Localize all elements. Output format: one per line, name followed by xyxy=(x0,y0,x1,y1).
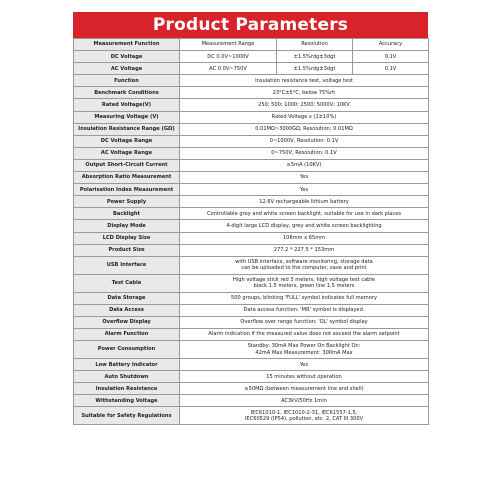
page-title: Product Parameters xyxy=(73,12,428,38)
row-value xyxy=(180,407,429,425)
row-value xyxy=(180,256,429,274)
resolution-cell: ±1.5%rdg±3dgt xyxy=(277,51,353,63)
row-label: AC Voltage xyxy=(74,63,180,75)
resolution-cell: ±1.5%rdg±3dgt xyxy=(277,63,353,75)
spec-row xyxy=(74,99,429,111)
row-label: Alarm Function xyxy=(74,328,180,340)
accuracy-cell: 0.1V xyxy=(353,63,429,75)
measure-row xyxy=(74,63,429,75)
spec-row xyxy=(74,341,429,359)
row-value: Overflow over range function: 'OL' symbol display xyxy=(180,316,429,328)
row-label: Benchmark Conditions xyxy=(74,87,180,99)
spec-row xyxy=(74,395,429,407)
row-label: USB Interface xyxy=(74,256,180,274)
row-label: DC Voltage Range xyxy=(74,135,180,147)
row-value-line-2: IEC60529 (IP54), pollution, etc. 2, CAT III 300V xyxy=(244,415,364,422)
row-value: 277.2 * 227.5 * 153mm xyxy=(180,244,429,256)
table-header-row xyxy=(74,39,429,51)
row-label: Overflow Display xyxy=(74,316,180,328)
row-value-line-2: black 1.5 meters, green line 1.5 meters xyxy=(253,283,355,290)
row-value-line-1: IEC61010-1, IEC1010-2-31, IEC61557-1,5, xyxy=(250,409,358,416)
spec-row xyxy=(74,123,429,135)
row-value: Rated Voltage x (1±10%) xyxy=(180,111,429,123)
row-value: 500 groups, blinking 'FULL' symbol indicates full memory xyxy=(180,292,429,304)
row-value xyxy=(180,341,429,359)
row-label: Backlight xyxy=(74,208,180,220)
spec-row xyxy=(74,371,429,383)
row-label: Measuring Voltage (V) xyxy=(74,111,180,123)
row-label: Output Short-Circuit Current xyxy=(74,159,180,171)
row-label: DC Voltage xyxy=(74,51,180,63)
row-label: Product Size xyxy=(74,244,180,256)
row-value: Controllable grey and white screen backlight, suitable for use in dark places xyxy=(180,208,429,220)
row-label: AC Voltage Range xyxy=(74,147,180,159)
row-value: Yes xyxy=(180,184,429,196)
row-value: Yes xyxy=(180,172,429,184)
row-label: Insulation Resistance Range (GΩ) xyxy=(74,123,180,135)
spec-row xyxy=(74,328,429,340)
row-value: ≥5mA (10KV) xyxy=(180,159,429,171)
spec-row xyxy=(74,87,429,99)
parameters-table xyxy=(73,38,429,425)
spec-row xyxy=(74,172,429,184)
header-resolution-cell: Resolution xyxy=(277,39,353,51)
parameters-table-body xyxy=(74,39,429,425)
header-range-cell: Measurement Range xyxy=(180,39,277,51)
row-label: Function xyxy=(74,75,180,87)
header-label-cell: Measurement Function xyxy=(74,39,180,51)
spec-row xyxy=(74,147,429,159)
row-value: 23°C±5°C, below 75%rh xyxy=(180,87,429,99)
row-label: Polarisation Index Measurement xyxy=(74,184,180,196)
range-cell: DC 0.0V~1000V xyxy=(180,51,277,63)
row-label: LCD Display Size xyxy=(74,232,180,244)
row-label: Rated Voltage(V) xyxy=(74,99,180,111)
row-label: Auto Shutdown xyxy=(74,371,180,383)
spec-row xyxy=(74,407,429,425)
row-value: 12.6V rechargeable lithium battery xyxy=(180,196,429,208)
spec-row xyxy=(74,383,429,395)
row-value: ≥50MΩ (between measurement line and shell) xyxy=(180,383,429,395)
row-label: Data Storage xyxy=(74,292,180,304)
spec-row xyxy=(74,316,429,328)
spec-row xyxy=(74,304,429,316)
header-accuracy-cell: Accuracy xyxy=(353,39,429,51)
row-value-line-2: can be uploaded to the computer, save and print xyxy=(241,265,367,272)
row-value: Data access function: 'MR' symbol is displayed. xyxy=(180,304,429,316)
spec-row xyxy=(74,256,429,274)
spec-row xyxy=(74,159,429,171)
row-label: Suitable for Safety Regulations xyxy=(74,407,180,425)
spec-row xyxy=(74,220,429,232)
spec-row xyxy=(74,292,429,304)
spec-row xyxy=(74,135,429,147)
spec-row xyxy=(74,244,429,256)
row-label: Data Access xyxy=(74,304,180,316)
spec-row xyxy=(74,232,429,244)
row-value: 4-digit large LCD display, grey and white screen backlighting xyxy=(180,220,429,232)
row-label: Test Cable xyxy=(74,274,180,292)
row-value: Insulation resistance test, voltage test xyxy=(180,75,429,87)
row-value: Alarm indication if the measured value does not exceed the alarm setpoint xyxy=(180,328,429,340)
spec-row xyxy=(74,359,429,371)
accuracy-cell: 0.1V xyxy=(353,51,429,63)
row-label: Display Mode xyxy=(74,220,180,232)
row-value-line-1: Standby: 30mA Max Power On Backlight On: xyxy=(247,343,361,350)
row-value: 0~1000V, Resolution: 0.1V xyxy=(180,135,429,147)
spec-row xyxy=(74,196,429,208)
row-label: Withstanding Voltage xyxy=(74,395,180,407)
row-value: AC3kV/50Hz 1min xyxy=(180,395,429,407)
row-value: Yes xyxy=(180,359,429,371)
row-value xyxy=(180,274,429,292)
row-value-line-1: with USB interface, software monitoring, storage data xyxy=(235,258,373,265)
row-value: 15 minutes without operation xyxy=(180,371,429,383)
row-value-line-1: High voltage stick red 3 meters, high voltage test cable xyxy=(233,276,375,283)
row-label: Insulation Resistance xyxy=(74,383,180,395)
row-label: Power Supply xyxy=(74,196,180,208)
row-value-line-2: 42mA Max Measurement: 300mA Max xyxy=(255,349,353,356)
row-value: 0.01MΩ~3000GΩ, Resolution: 0.01MΩ xyxy=(180,123,429,135)
spec-row xyxy=(74,274,429,292)
spec-row xyxy=(74,208,429,220)
spec-row xyxy=(74,75,429,87)
row-value: 250; 500; 1000; 2500; 5000V; 10KV xyxy=(180,99,429,111)
measure-row xyxy=(74,51,429,63)
row-label: Power Consumption xyxy=(74,341,180,359)
range-cell: AC 0.0V~750V xyxy=(180,63,277,75)
spec-row xyxy=(74,184,429,196)
row-value: 108mm x 65mm xyxy=(180,232,429,244)
row-label: Absorption Ratio Measurement xyxy=(74,172,180,184)
row-value: 0~750V, Resolution: 0.1V xyxy=(180,147,429,159)
spec-row xyxy=(74,111,429,123)
row-label: Low Battery Indicator xyxy=(74,359,180,371)
